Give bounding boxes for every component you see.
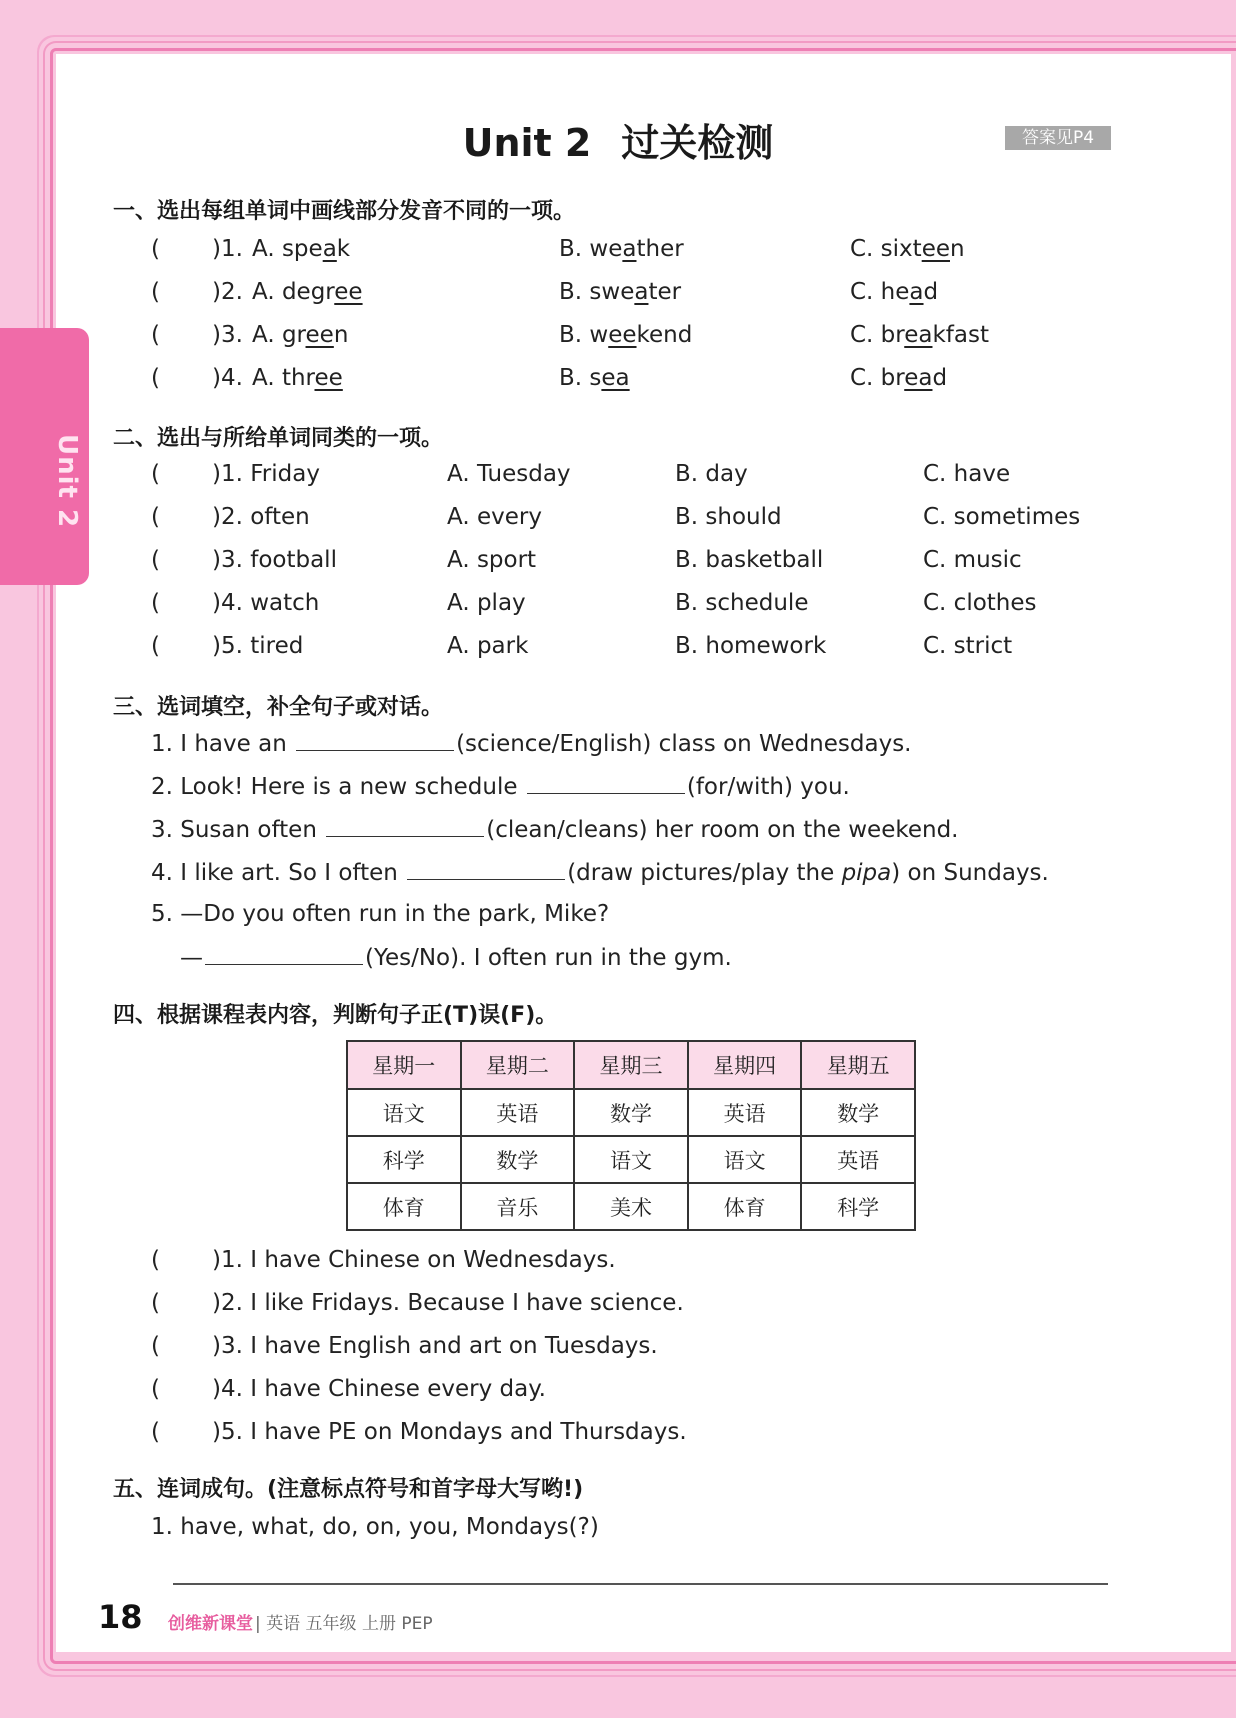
table-cell: 数学 — [461, 1136, 575, 1183]
sentence-start: 2. Look! Here is a new schedule — [151, 774, 525, 800]
answer-paren[interactable]: ( — [151, 365, 160, 391]
item-number: )2. — [212, 279, 243, 305]
title-cn: 过关检测 — [621, 121, 774, 165]
option-c: C. strict — [923, 633, 1013, 659]
underlined-letters: ee — [314, 365, 343, 391]
answer-paren[interactable]: ( — [151, 1419, 160, 1445]
underlined-letters: a — [622, 236, 637, 262]
option-text: d — [923, 279, 939, 305]
option-a: A. play — [447, 590, 526, 616]
sentence-end: ) on Sundays. — [891, 860, 1049, 886]
answer-paren[interactable]: ( — [151, 1376, 160, 1402]
option-text: kend — [636, 322, 693, 348]
option-text: B. s — [559, 365, 602, 391]
option-text: d — [932, 365, 948, 391]
underlined-letters: ee — [921, 236, 950, 262]
schedule-table — [346, 1040, 916, 1231]
answer-paren[interactable]: ( — [151, 504, 160, 530]
table-row — [347, 1136, 915, 1183]
option-text: B. swe — [559, 279, 635, 305]
tf-statement: )3. I have English and art on Tuesdays. — [212, 1333, 658, 1359]
option-text: n — [333, 322, 349, 348]
footer-subject: | 英语 五年级 上册 PEP — [255, 1614, 433, 1634]
table-cell: 数学 — [801, 1089, 915, 1136]
table-cell: 英语 — [688, 1089, 802, 1136]
sentence-start: 1. I have an — [151, 731, 295, 757]
answer-paren[interactable]: ( — [151, 1333, 160, 1359]
option-a — [252, 236, 350, 262]
underlined-letters: ee — [608, 322, 637, 348]
section3-heading: 三、选词填空，补全句子或对话。 — [113, 695, 444, 720]
item-word: )1. Friday — [212, 461, 320, 487]
table-cell: 语文 — [574, 1136, 688, 1183]
table-cell: 科学 — [801, 1183, 915, 1230]
option-b — [559, 236, 684, 262]
option-c: C. music — [923, 547, 1022, 573]
answer-ref-badge: 答案见P4 — [1005, 126, 1111, 150]
table-cell: 英语 — [461, 1089, 575, 1136]
option-text: B. we — [559, 236, 623, 262]
underlined-letters: ea — [904, 322, 933, 348]
side-tab-label: Unit 2 — [52, 434, 82, 529]
option-text: C. br — [850, 365, 905, 391]
underlined-letters: ee — [334, 279, 363, 305]
section1-heading: 一、选出每组单词中画线部分发音不同的一项。 — [113, 199, 576, 224]
option-text: C. sixt — [850, 236, 922, 262]
sentence-end: (clean/cleans) her room on the weekend. — [486, 817, 959, 843]
table-cell: 体育 — [347, 1183, 461, 1230]
table-cell: 音乐 — [461, 1183, 575, 1230]
option-c: C. sometimes — [923, 504, 1081, 530]
answer-blank[interactable] — [326, 816, 484, 837]
table-cell: 英语 — [801, 1136, 915, 1183]
fill-sentence — [151, 859, 1049, 886]
option-b — [559, 365, 630, 391]
option-c — [850, 365, 947, 391]
table-row — [347, 1089, 915, 1136]
sentence-start: 4. I like art. So I often — [151, 860, 406, 886]
dialog-answer — [180, 944, 732, 971]
underlined-letters: ee — [305, 322, 334, 348]
answer-paren[interactable]: ( — [151, 547, 160, 573]
dialog-answer-text: (Yes/No). I often run in the gym. — [365, 945, 732, 971]
option-text: B. w — [559, 322, 609, 348]
table-row — [347, 1183, 915, 1230]
option-a — [252, 322, 348, 348]
italic-word: pipa — [841, 860, 892, 886]
answer-paren[interactable]: ( — [151, 279, 160, 305]
option-b — [559, 322, 692, 348]
underlined-letters: ea — [904, 365, 933, 391]
option-b: B. should — [675, 504, 782, 530]
option-text: C. he — [850, 279, 910, 305]
sentence-start: 3. Susan often — [151, 817, 325, 843]
answer-blank[interactable] — [407, 859, 565, 880]
sentence-end: (for/with) you. — [686, 774, 850, 800]
option-b: B. schedule — [675, 590, 809, 616]
option-a: A. sport — [447, 547, 537, 573]
option-text: A. gr — [252, 322, 306, 348]
table-cell: 体育 — [688, 1183, 802, 1230]
item-number: )3. — [212, 322, 243, 348]
item-word: )3. football — [212, 547, 337, 573]
option-c: C. clothes — [923, 590, 1037, 616]
underlined-letters: a — [322, 236, 337, 262]
option-b: B. homework — [675, 633, 827, 659]
answer-paren[interactable]: ( — [151, 322, 160, 348]
option-b: B. basketball — [675, 547, 824, 573]
sentence-end: (draw pictures/play the — [567, 860, 842, 886]
table-header-cell: 星期一 — [347, 1041, 461, 1089]
item-number: )4. — [212, 365, 243, 391]
tf-statement: )4. I have Chinese every day. — [212, 1376, 546, 1402]
dialog-dash: — — [180, 945, 203, 971]
option-a: A. every — [447, 504, 542, 530]
item-word: )4. watch — [212, 590, 320, 616]
option-b: B. day — [675, 461, 748, 487]
answer-paren[interactable]: ( — [151, 1290, 160, 1316]
answer-paren[interactable]: ( — [151, 590, 160, 616]
table-header-cell: 星期二 — [461, 1041, 575, 1089]
option-a: A. park — [447, 633, 529, 659]
sentence-end: (science/English) class on Wednesdays. — [456, 731, 912, 757]
option-text: A. thr — [252, 365, 315, 391]
option-text: A. degr — [252, 279, 335, 305]
section5-item1: 1. have, what, do, on, you, Mondays(?) — [151, 1514, 599, 1540]
table-header-cell: 星期五 — [801, 1041, 915, 1089]
underlined-letters: a — [634, 279, 649, 305]
fill-sentence — [151, 773, 850, 800]
dialog-question: 5. —Do you often run in the park, Mike? — [151, 901, 610, 927]
option-b — [559, 279, 681, 305]
answer-blank[interactable] — [527, 773, 685, 794]
option-a — [252, 279, 363, 305]
item-word: )5. tired — [212, 633, 304, 659]
page-number: 18 — [98, 1598, 143, 1636]
option-text: A. spe — [252, 236, 323, 262]
item-number: )1. — [212, 236, 243, 262]
section4-heading: 四、根据课程表内容，判断句子正(T)误(F)。 — [113, 1003, 558, 1028]
answer-blank[interactable] — [205, 944, 363, 965]
table-header-cell: 星期四 — [688, 1041, 802, 1089]
option-text: ter — [648, 279, 682, 305]
underlined-letters: ea — [601, 365, 630, 391]
footer-brand: 创维新课堂 — [168, 1614, 253, 1634]
option-c — [850, 322, 989, 348]
answer-blank[interactable] — [296, 730, 454, 751]
answer-paren[interactable]: ( — [151, 1247, 160, 1273]
title-en: Unit 2 — [462, 121, 592, 165]
footer-divider — [173, 1583, 1108, 1585]
fill-sentence — [151, 730, 912, 757]
table-cell: 科学 — [347, 1136, 461, 1183]
answer-paren[interactable]: ( — [151, 236, 160, 262]
table-cell: 语文 — [688, 1136, 802, 1183]
table-cell: 数学 — [574, 1089, 688, 1136]
option-text: kfast — [932, 322, 989, 348]
option-text: n — [950, 236, 965, 262]
tf-statement: )1. I have Chinese on Wednesdays. — [212, 1247, 616, 1273]
option-text: k — [336, 236, 351, 262]
option-c — [850, 236, 965, 262]
item-word: )2. often — [212, 504, 310, 530]
answer-paren[interactable]: ( — [151, 461, 160, 487]
option-a — [252, 365, 343, 391]
table-header-row — [347, 1041, 915, 1089]
table-cell: 美术 — [574, 1183, 688, 1230]
option-a: A. Tuesday — [447, 461, 571, 487]
section2-heading: 二、选出与所给单词同类的一项。 — [113, 426, 444, 451]
section5-heading: 五、连词成句。(注意标点符号和首字母大写哟!) — [113, 1477, 584, 1502]
underlined-letters: a — [909, 279, 924, 305]
answer-paren[interactable]: ( — [151, 633, 160, 659]
table-cell: 语文 — [347, 1089, 461, 1136]
fill-sentence — [151, 816, 959, 843]
tf-statement: )5. I have PE on Mondays and Thursdays. — [212, 1419, 687, 1445]
option-text: C. br — [850, 322, 905, 348]
tf-statement: )2. I like Fridays. Because I have science. — [212, 1290, 684, 1316]
option-text: ther — [636, 236, 684, 262]
option-c — [850, 279, 938, 305]
option-c: C. have — [923, 461, 1011, 487]
table-body — [347, 1089, 915, 1230]
table-header-cell: 星期三 — [574, 1041, 688, 1089]
